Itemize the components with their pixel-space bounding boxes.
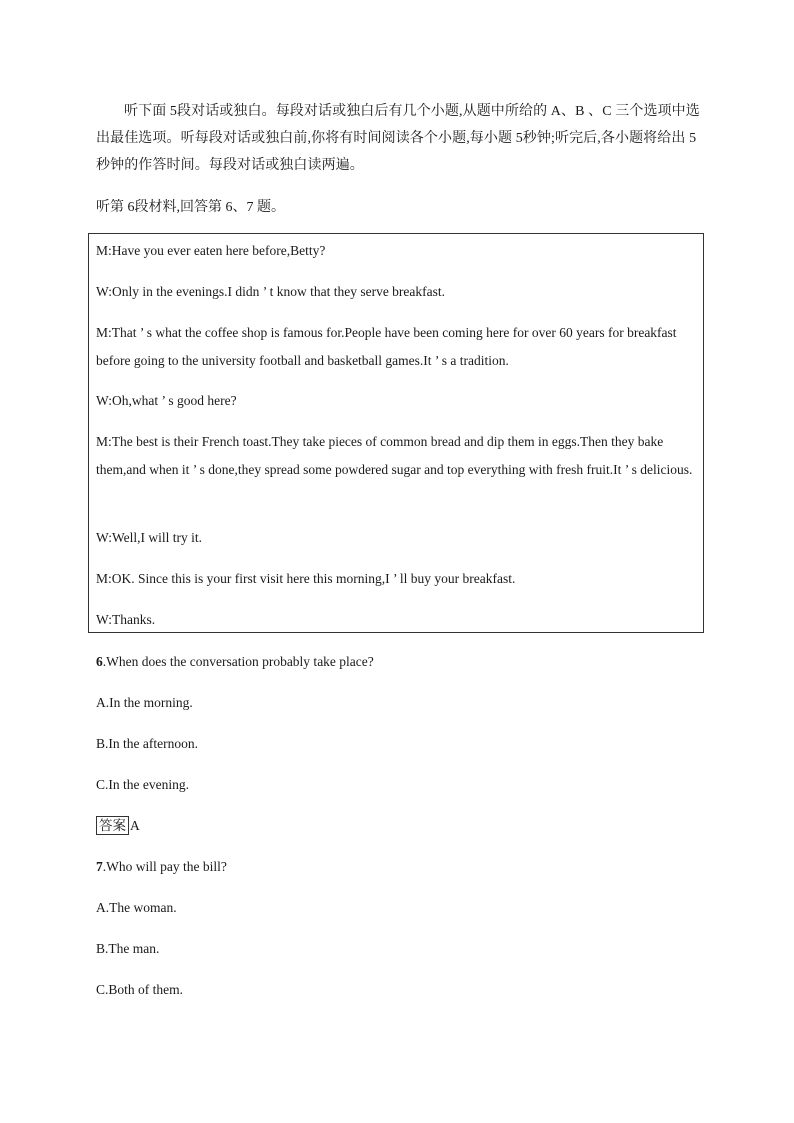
transcript-line: M:The best is their French toast.They take pieces of common bread and dip them in eggs.Then they bake them,and when it ’ s done,they spread some powdered sugar and top everything with fresh fruit.It ’ s delicious. xyxy=(96,434,693,477)
transcript-box xyxy=(88,233,704,633)
option-a: A.The woman. xyxy=(96,900,177,915)
transcript-line: W:Only in the evenings.I didn ’ t know that they serve breakfast. xyxy=(96,284,446,299)
question-text: .Who will pay the bill? xyxy=(102,859,227,874)
transcript-line: W:Oh,what ’ s good here? xyxy=(96,393,237,408)
instructions-paragraph: 听下面 5段对话或独白。每段对话或独白后有几个小题,从题中所给的 A、B 、C 三个选项中选出最佳选项。听每段对话或独白前,你将有时间阅读各个小题,每小题 5秒钟;听完后,各小题将给出 5秒钟的作答时间。每段对话或独白读两遍。 xyxy=(96,104,700,173)
option-b: B.The man. xyxy=(96,941,160,956)
option-c: C.In the evening. xyxy=(96,777,189,792)
question-6 xyxy=(96,652,374,672)
option-b: B.In the afternoon. xyxy=(96,736,198,751)
answer-line xyxy=(96,816,140,836)
question-number: 6 xyxy=(96,654,103,669)
question-text: .When does the conversation probably take place? xyxy=(102,654,374,669)
section-heading: 听第 6段材料,回答第 6、7 题。 xyxy=(96,200,285,215)
transcript-line: M:OK. Since this is your first visit here this morning,I ’ ll buy your breakfast. xyxy=(96,571,516,586)
answer-label: 答案 xyxy=(96,816,129,835)
answer-value: A xyxy=(130,818,140,833)
transcript-line: M:Have you ever eaten here before,Betty? xyxy=(96,243,326,258)
option-c: C.Both of them. xyxy=(96,982,183,997)
question-7 xyxy=(96,857,227,877)
question-number: 7 xyxy=(96,859,103,874)
option-a: A.In the morning. xyxy=(96,695,193,710)
transcript-line: M:That ’ s what the coffee shop is famous for.People have been coming here for over 60 years for breakfast before going to the university football and basketball games.It ’ s a tradition. xyxy=(96,325,677,368)
transcript-line: W:Thanks. xyxy=(96,612,156,627)
transcript-line: W:Well,I will try it. xyxy=(96,530,203,545)
